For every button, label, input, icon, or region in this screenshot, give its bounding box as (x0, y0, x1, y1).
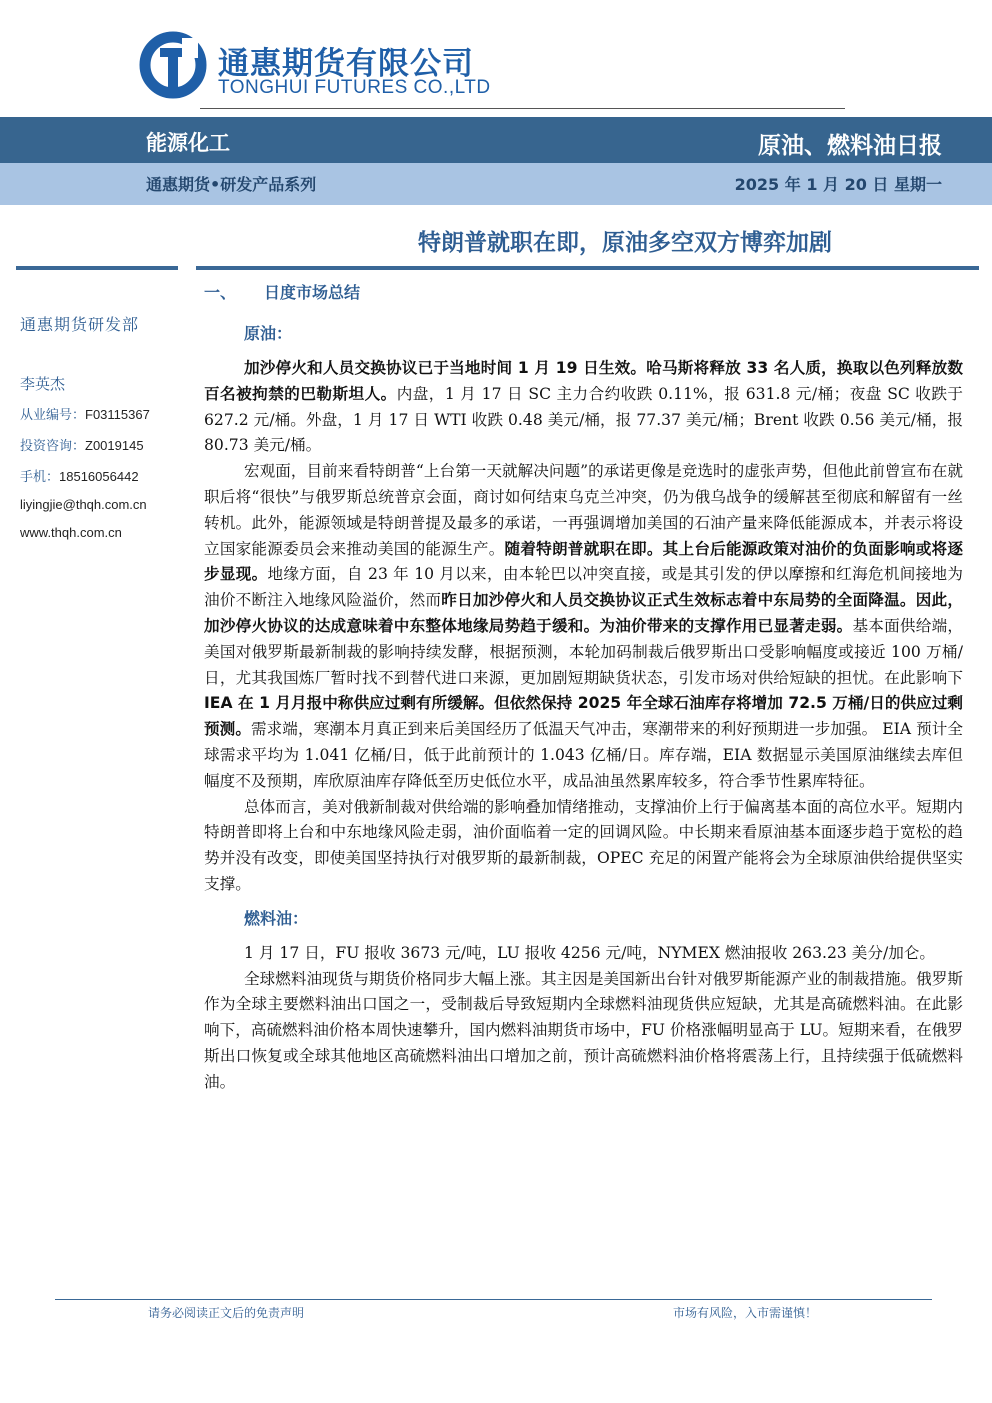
fuel-paragraph-2: 全球燃料油现货与期货价格同步大幅上涨。其主因是美国新出台针对俄罗斯能源产业的制裁措施。俄罗斯作为全球主要燃料油出口国之一，受制裁后导致短期内全球燃料油现货供应短缺，尤其是高硫燃料油。在此影响下，高硫燃料油价格本周快速攀升，国内燃料油期货市场中，FU 价格涨幅明显高于 LU。短期来看，在俄罗斯出口恢复或全球其他地区高硫燃料油出口增加之前，预计高硫燃料油价格将震荡上行，且持续强于低硫燃料油。 (204, 969, 963, 1091)
section-title: 日度市场总结 (264, 283, 361, 302)
crude-paragraph-3: 总体而言，美对俄新制裁对供给端的影响叠加情绪推动，支撑油价上行于偏离基本面的高位水平。短期内特朗普即将上台和中东地缘风险走弱，油价面临着一定的回调风险。中长期来看原油基本面逐步趋于宽松的趋势并没有改变，即使美国坚持执行对俄罗斯的最新制裁，OPEC 充足的闲置产能将会为全球原油供给提供坚实支撑。 (204, 797, 963, 893)
consult-number (20, 435, 190, 454)
section-number: 一、 (204, 283, 237, 302)
consult-label: 投资咨询： (20, 439, 86, 454)
crude-p2-g: 需求端，寒潮本月真正到来后美国经历了低温天气冲击，寒潮带来的利好预期进一步加强。 EIA 预计全球需求平均为 1.041 亿桶/日，低于此前预计的 1.043 亿桶/日。库存端，EIA 数据显示美国原油继续去库但幅度不及预期，库欣原油库存降低至历史低位水平，成品油虽然累库较多，符合季节性累库特征。 (204, 720, 963, 790)
crude-paragraph-1 (204, 356, 963, 459)
crude-p2-f: IEA 在 1 月月报中称供应过剩有所缓解。但依然保持 2025 年全球石油库存将增加 72.5 万桶/日的供应过剩预测。 (204, 694, 963, 739)
report-type: 原油、燃料油日报 (758, 133, 942, 159)
fuel-paragraph-1: 1 月 17 日，FU 报收 3673 元/吨，LU 报收 4256 元/吨，NYMEX 燃油报收 263.23 美分/加仑。 (244, 943, 935, 962)
phone-number (20, 466, 190, 485)
phone-label: 手机： (20, 470, 60, 485)
title-rule (196, 266, 979, 270)
analyst-name: 李英杰 (20, 375, 66, 393)
website-value[interactable]: www.thqh.com.cn (20, 525, 122, 540)
section-label: 能源化工 (146, 131, 230, 155)
header-divider (200, 108, 845, 109)
dept-name: 通惠期货研发部 (20, 315, 140, 334)
sidebar-rule (16, 266, 178, 270)
crude-p1-rest: 内盘，1 月 17 日 SC 主力合约收跌 0.11%，报 631.8 元/桶；夜盘 SC 收跌于 627.2 元/桶。外盘，1 月 17 日 WTI 收跌 0.48 美元/桶，报 77.37 美元/桶；Brent 收跌 0.56 美元/桶，报 80.73 美元/桶。 (204, 384, 963, 455)
consult-value: Z0019145 (85, 438, 144, 453)
report-body (204, 280, 963, 1096)
website-link[interactable] (20, 525, 190, 541)
license-value: F03115367 (85, 407, 150, 422)
disclaimer-note: 请务必阅读正文后的免责声明 (148, 1306, 305, 1320)
crude-p2-b: 随着特朗普就职在即。其上台后能源政策对油价的负面影响或将逐步显现。 (204, 539, 963, 584)
license-label: 从业编号： (20, 408, 86, 423)
crude-p1-bold: 加沙停火和人员交换协议已于当地时间 1 月 19 日生效。哈马斯将释放 33 名人质，换取以色列释放数百名被拘禁的巴勒斯坦人。 (204, 359, 963, 403)
series-label: 通惠期货•研发产品系列 (146, 175, 317, 194)
report-date: 2025 年 1 月 20 日 星期一 (734, 175, 942, 194)
company-name-en: TONGHUI FUTURES CO.,LTD (218, 77, 491, 98)
page-title: 特朗普就职在即，原油多空双方博弈加剧 (418, 230, 832, 256)
crude-paragraph-2 (204, 459, 963, 794)
crude-p2-e: 基本面供给端，美国对俄罗斯最新制裁的影响持续发酵，根据预测，本轮加码制裁后俄罗斯出口受影响幅度或接近 100 万桶/日，尤其我国炼厂暂时找不到替代进口来源，更加剧短期缺货状态，引发市场对供给短缺的担忧。在此影响下 (204, 616, 963, 687)
footer-divider (55, 1299, 932, 1300)
tonghui-logo-icon (138, 30, 208, 100)
license-number (20, 404, 190, 423)
email-value[interactable]: liyingjie@thqh.com.cn (20, 497, 147, 512)
crude-heading: 原油： (244, 324, 293, 343)
crude-p2-c: 地缘方面，自 23 年 10 月以来，由本轮巴以冲突直接，或是其引发的伊以摩擦和红海危机间接地为油价不断注入地缘风险溢价，然而 (204, 565, 963, 610)
fuel-heading: 燃料油： (244, 908, 309, 928)
crude-p2-d: 昨日加沙停火和人员交换协议正式生效标志着中东局势的全面降温。因此，加沙停火协议的达成意味着中东整体地缘局势趋于缓和。为油价带来的支撑作用已显著走弱。 (204, 591, 963, 635)
section-heading (204, 280, 963, 303)
crude-p2-a: 宏观面，目前来看特朗普“上台第一天就解决问题”的承诺更像是竞选时的虚张声势，但他此前曾宣布在就职后将“很快”与俄罗斯总统普京会面，商讨如何结束乌克兰冲突，仍为俄乌战争的缓解甚至彻底和解留有一丝转机。此外，能源领域是特朗普提及最多的承诺，一再强调增加美国的石油产量来降低能源成本，并表示将设立国家能源委员会来推动美国的能源生产。 (204, 462, 963, 558)
risk-note: 市场有风险，入市需谨慎！ (672, 1306, 817, 1320)
email-link[interactable] (20, 497, 190, 513)
company-name-cn: 通惠期货有限公司 (218, 46, 474, 82)
phone-value: 18516056442 (59, 469, 139, 484)
analyst-sidebar (20, 312, 190, 553)
